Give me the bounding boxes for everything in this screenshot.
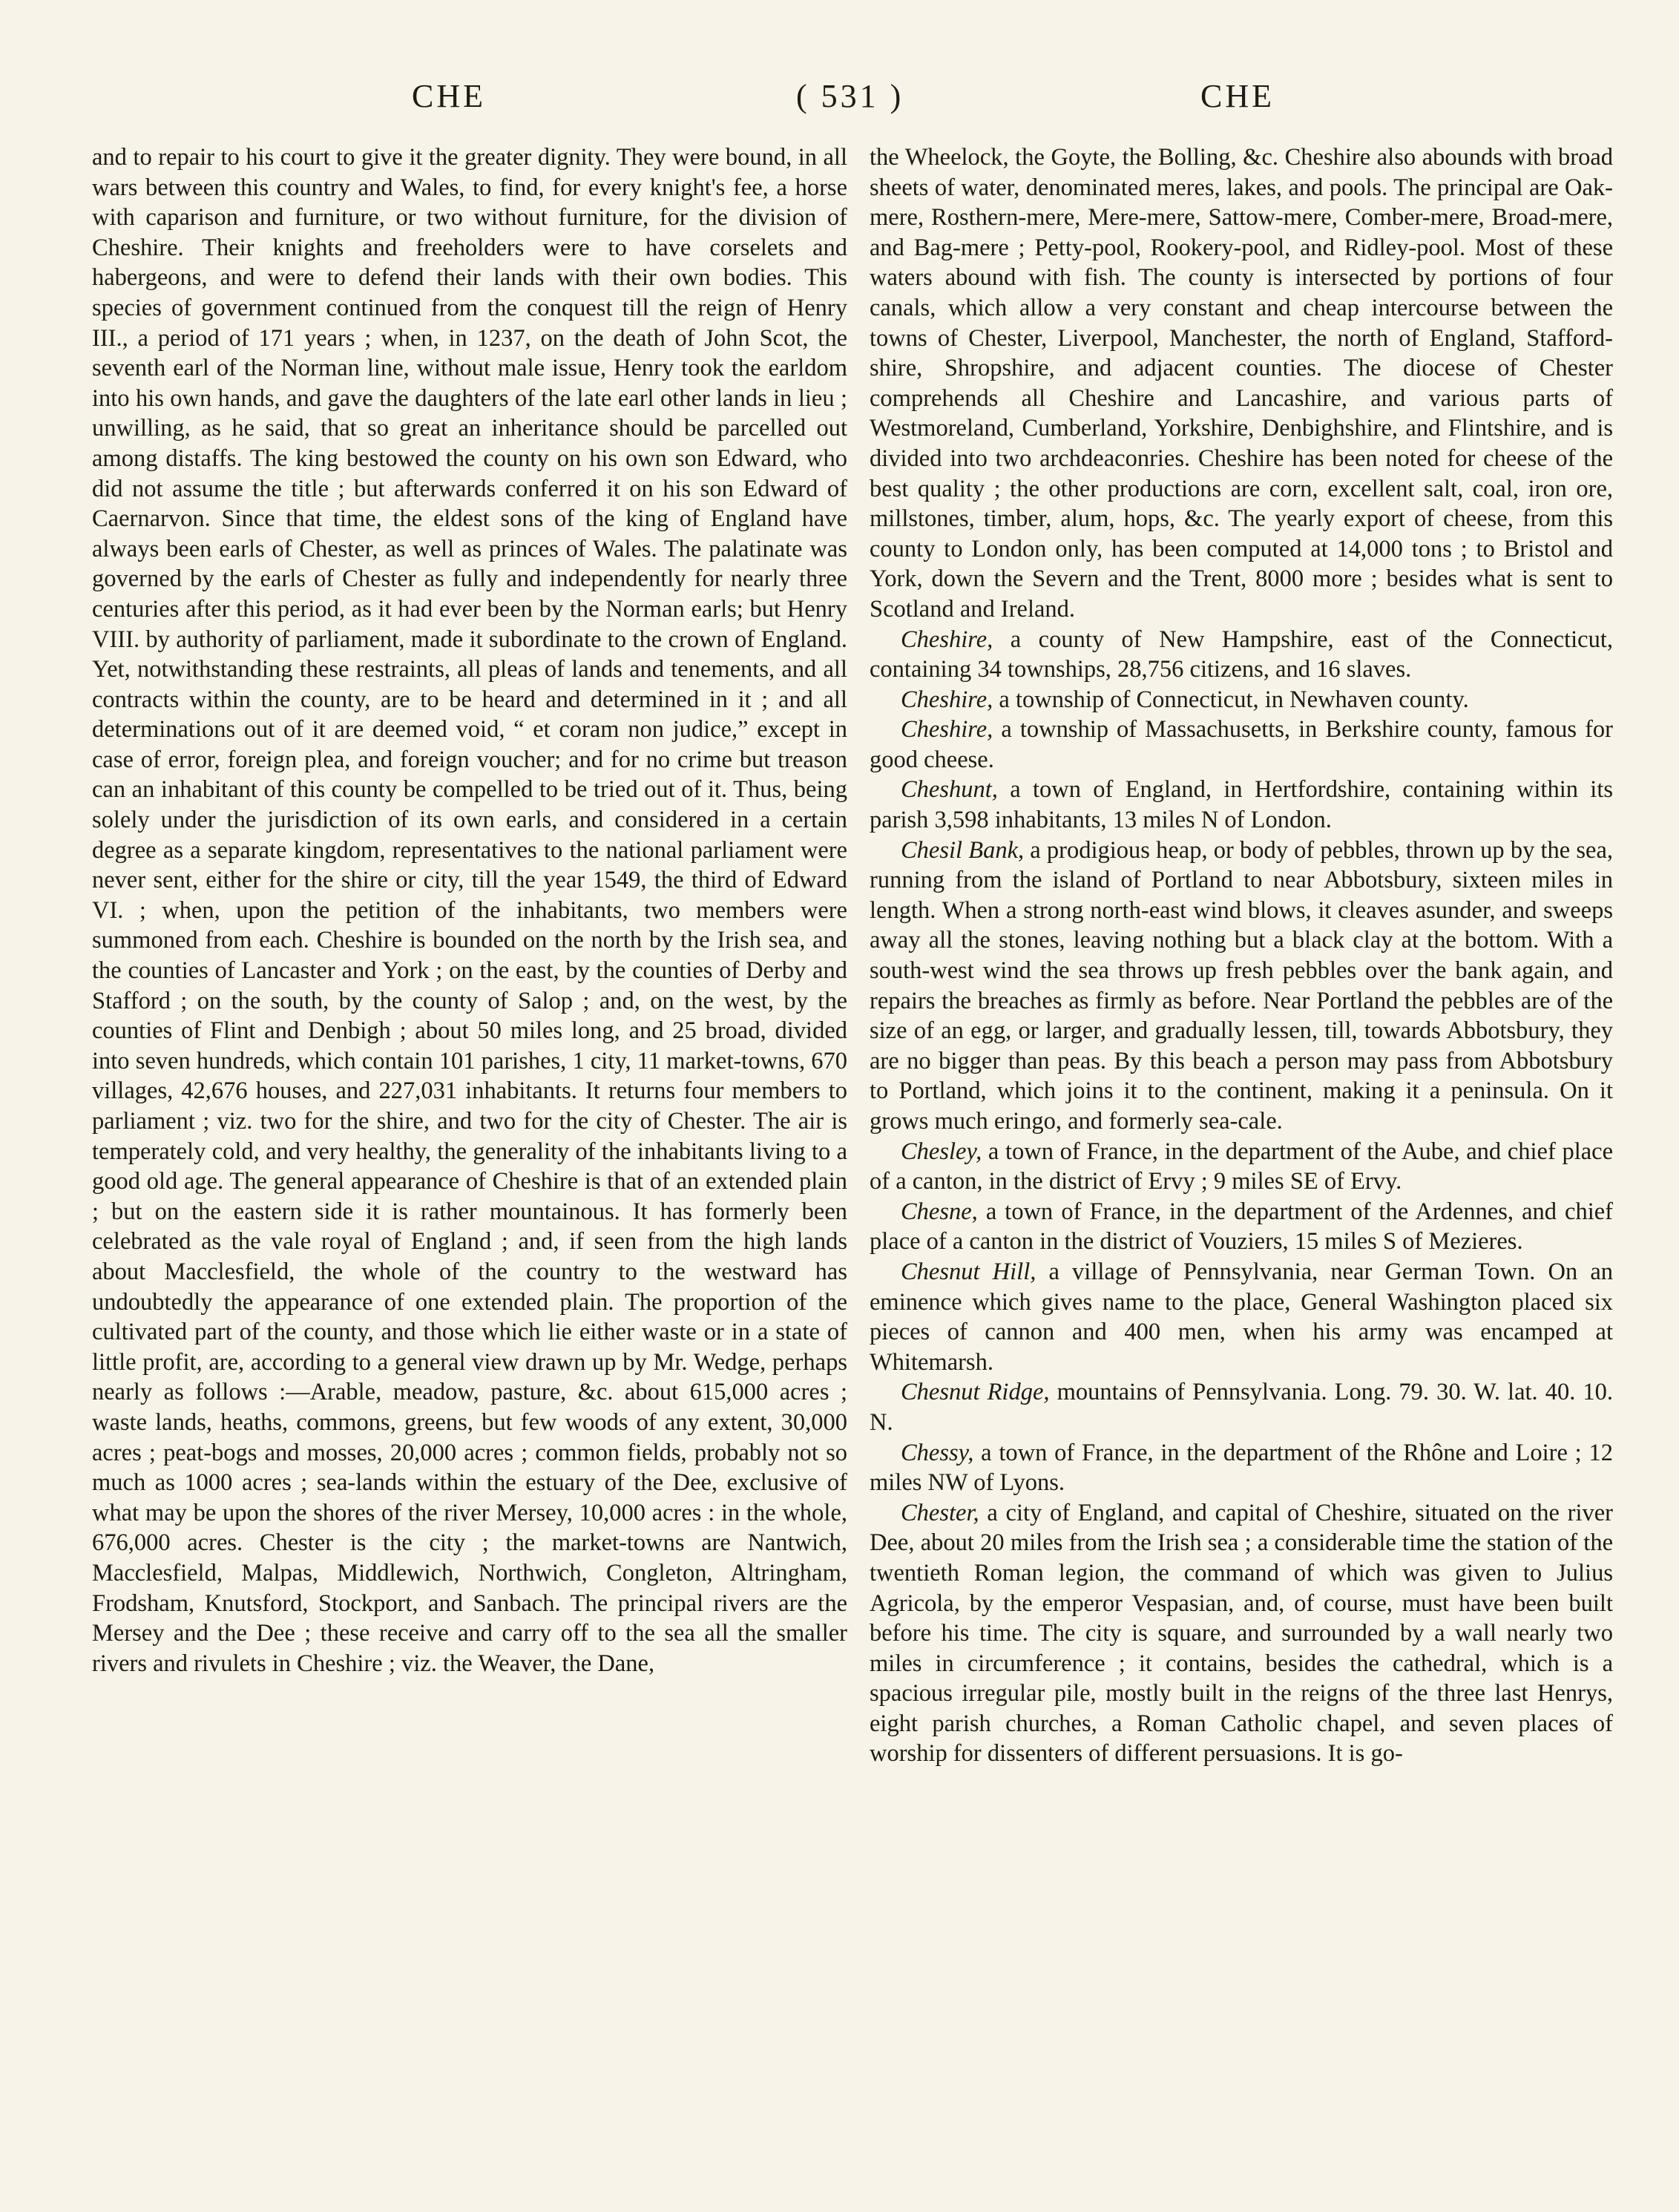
entry-text: a village of Pennsylvania, near German Town. On an eminence which gives name to the place, General Washington placed six pieces of cannon and 400 men, when his army was encamped at Whitemarsh.: [870, 1258, 1614, 1376]
continued-paragraph: the Wheelock, the Goyte, the Bolling, &c. Cheshire also abounds with broad sheets of water, denominated meres, lakes, and pools. The principal are Oak-mere, Rosthern-mere, Mere-mere, Sattow-mere, Comber-mere, Broad-mere, and Bag-mere ; Petty-pool, Rookery-pool, and Ridley-pool. Most of these waters abound with fish. The county is intersected by portions of four canals, which allow a very constant and cheap intercourse between the towns of Chester, Liverpool, Manchester, the north of England, Stafford-shire, Shropshire, and adjacent counties. The diocese of Chester comprehends all Cheshire and Lancashire, and various parts of Westmoreland, Cumberland, Yorkshire, Denbighshire, and Flintshire, and is divided into two archdeaconries. Cheshire has been noted for cheese of the best quality ; the other productions are corn, excellent salt, coal, iron ore, millstones, timber, alum, hops, &c. The yearly export of cheese, from this county to London only, has been computed at 14,000 tons ; to Bristol and York, down the Severn and the Trent, 8000 more ; besides what is sent to Scotland and Ireland.: [870, 144, 1613, 623]
entry-text: a township of Massachusetts, in Berkshire county, famous for good cheese.: [870, 716, 1613, 773]
entry-headword: Chester,: [901, 1499, 979, 1526]
entry: [870, 1438, 1613, 1498]
entry-headword: Chesnut Ridge,: [901, 1379, 1050, 1406]
page-number: ( 531 ): [796, 78, 904, 114]
header-left-guideword: CHE: [412, 78, 486, 114]
entry: [870, 1197, 1613, 1257]
entry-text: mountains of Pennsylvania. Long. 79. 30. W. lat. 40. 10. N.: [870, 1379, 1613, 1436]
entry-headword: Cheshire,: [901, 686, 993, 713]
entry-text: a county of New Hampshire, east of the Connecticut, containing 34 townships, 28,756 citizens, and 16 slaves.: [870, 626, 1613, 683]
left-column: [92, 142, 847, 1678]
entry-headword: Cheshire,: [901, 716, 993, 744]
entry: [870, 775, 1613, 835]
entry: [870, 1498, 1613, 1769]
entry-headword: Chesil Bank,: [901, 836, 1025, 864]
entry-headword: Cheshire,: [901, 626, 993, 653]
header-right-guideword: CHE: [1200, 78, 1275, 114]
entry: [870, 625, 1613, 685]
entry-text: a town of England, in Hertfordshire, containing within its parish 3,598 inhabitants, 13 miles N of London.: [870, 776, 1613, 834]
entry: [870, 685, 1613, 715]
entry-text: a town of France, in the department of the Aube, and chief place of a canton, in the district of Ervy ; 9 miles SE of Ervy.: [870, 1138, 1613, 1195]
entry: [870, 836, 1613, 1137]
entry-text: a town of France, in the department of the Rhône and Loire ; 12 miles NW of Lyons.: [870, 1439, 1613, 1497]
entry: [870, 715, 1613, 775]
running-header: [0, 77, 1679, 129]
entry-text: a town of France, in the department of the Ardennes, and chief place of a canton in the district of Vouziers, 15 miles S of Mezieres.: [870, 1198, 1613, 1256]
entry-headword: Chesne,: [901, 1198, 978, 1225]
entry-headword: Cheshunt,: [901, 776, 998, 804]
entry: [870, 1377, 1613, 1437]
entry-text: a city of England, and capital of Cheshire, situated on the river Dee, about 20 miles from the Irish sea ; a considerable time the station of the twentieth Roman legion, the command of which was given to Julius Agricola, by the emperor Vespasian, and, of course, must have been built before his time. The city is square, and surrounded by a wall nearly two miles in circumference ; it contains, besides the cathedral, which is a spacious irregular pile, mostly built in the reigns of the three last Henrys, eight parish churches, a Roman Catholic chapel, and seven places of worship for dissenters of different persuasions. It is go-: [870, 1499, 1613, 1768]
entry: [870, 1257, 1613, 1377]
entry: [870, 1137, 1613, 1197]
entry-headword: Chesley,: [901, 1138, 982, 1165]
continued-paragraph: and to repair to his court to give it the greater dignity. They were bound, in all wars between this country and Wales, to find, for every knight's fee, a horse with caparison and furniture, or two without furniture, for the division of Cheshire. Their knights and freeholders were to have corselets and habergeons, and were to defend their lands with their own bodies. This species of government continued from the conquest till the reign of Henry III., a period of 171 years ; when, in 1237, on the death of John Scot, the seventh earl of the Norman line, without male issue, Henry took the earldom into his own hands, and gave the daughters of the late earl other lands in lieu ; unwilling, as he said, that so great an inheritance should be parcelled out among distaffs. The king bestowed the county on his own son Edward, who did not assume the title ; but afterwards conferred it on his son Edward of Caernarvon. Since that time, the eldest sons of the king of England have always been earls of Chester, as well as princes of Wales. The palatinate was governed by the earls of Chester as fully and independently for nearly three centuries after this period, as it had ever been by the Norman earls; but Henry VIII. by authority of parliament, made it subordinate to the crown of England. Yet, notwithstanding these restraints, all pleas of lands and tenements, and all contracts within the county, are to be heard and determined in it ; and all determinations out of it are deemed void, “ et coram non judice,” except in case of error, foreign plea, and foreign voucher; and for no crime but treason can an inhabitant of this county be compelled to be tried out of it. Thus, being solely under the jurisdiction of its own earls, and considered in a certain degree as a separate kingdom, representatives to the national parliament were never sent, either for the shire or city, till the year 1549, the third of Edward VI. ; when, upon the petition of the inhabitants, two members were summoned from each. Cheshire is bounded on the north by the Irish sea, and the counties of Lancaster and York ; on the east, by the counties of Derby and Stafford ; on the south, by the county of Salop ; and, on the west, by the counties of Flint and Denbigh ; about 50 miles long, and 25 broad, divided into seven hundreds, which contain 101 parishes, 1 city, 11 market-towns, 670 villages, 42,676 houses, and 227,031 inhabitants. It returns four members to parliament ; viz. two for the shire, and two for the city of Chester. The air is temperately cold, and very healthy, the generality of the inhabitants living to a good old age. The general appearance of Cheshire is that of an extended plain ; but on the eastern side it is rather mountainous. It has formerly been celebrated as the vale royal of England ; and, if seen from the high lands about Macclesfield, the whole of the country to the westward has undoubtedly the appearance of one extended plain. The proportion of the cultivated part of the county, and those which lie either waste or in a state of little profit, are, according to a general view drawn up by Mr. Wedge, perhaps nearly as follows :—Arable, meadow, pasture, &c. about 615,000 acres ; waste lands, heaths, commons, greens, but few woods of any extent, 30,000 acres ; peat-bogs and mosses, 20,000 acres ; common fields, probably not so much as 1000 acres ; sea-lands within the estuary of the Dee, exclusive of what may be upon the shores of the river Mersey, 10,000 acres : in the whole, 676,000 acres. Chester is the city ; the market-towns are Nantwich, Macclesfield, Malpas, Middlewich, Northwich, Congleton, Altringham, Frodsham, Knutsford, Stockport, and Sanbach. The principal rivers are the Mersey and the Dee ; these receive and carry off to the sea all the smaller rivers and rivulets in Cheshire ; viz. the Weaver, the Dane,: [92, 144, 847, 1677]
entry-text: a prodigious heap, or body of pebbles, thrown up by the sea, running from the island of Portland to near Abbotsbury, sixteen miles in length. When a strong north-east wind blows, it cleaves asunder, and sweeps away all the stones, leaving nothing but a black clay at the bottom. With a south-west wind the sea throws up fresh pebbles over the bank again, and repairs the breaches as firmly as before. Near Portland the pebbles are of the size of an egg, or larger, and gradually lessen, till, towards Abbotsbury, they are no bigger than peas. By this beach a person may pass from Abbotsbury to Portland, which joins it to the continent, making it a peninsula. On it grows much eringo, and formerly sea-cale.: [870, 836, 1613, 1135]
entry-text: a township of Connecticut, in Newhaven county.: [993, 686, 1469, 713]
entry-headword: Chesnut Hill,: [901, 1258, 1036, 1285]
entry-headword: Chessy,: [901, 1439, 974, 1466]
right-column: [870, 142, 1613, 1769]
